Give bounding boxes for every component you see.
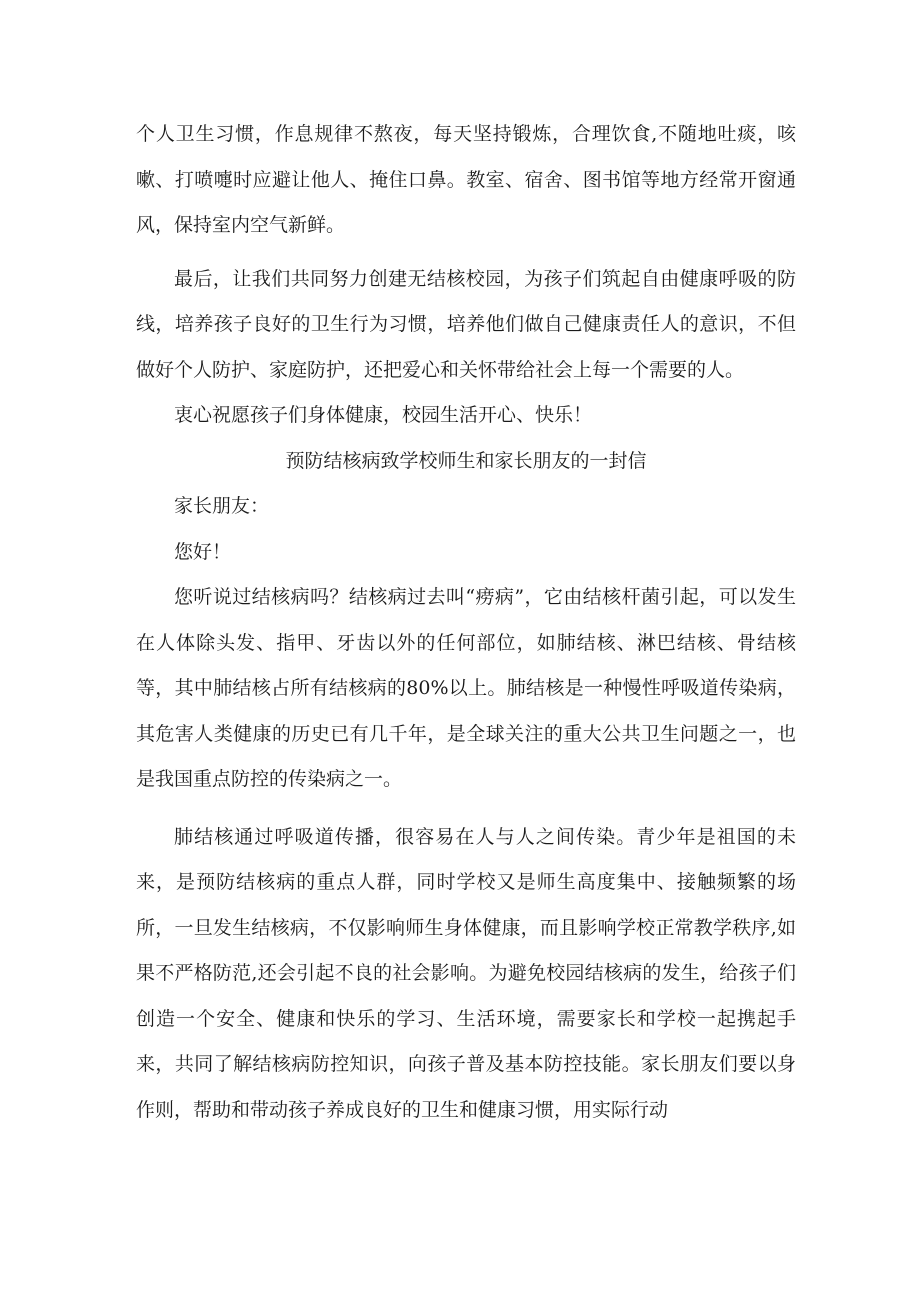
- letter-salutation: 家长朋友：: [174, 495, 270, 517]
- letter-title: 预防结核病致学校师生和家长朋友的一封信: [285, 449, 647, 472]
- paragraph-closing-appeal: 最后，让我们共同努力创建无结核校园，为孩子们筑起自由健康呼吸的防线，培养孩子良好的卫生行为习惯，培养他们做自己健康责任人的意识，不但做好个人防护、家庭防护，还把爱心和关怀带给社会上每一个需要的人。: [136, 267, 796, 381]
- paragraph-wishes: 衷心祝愿孩子们身体健康，校园生活开心、快乐！: [174, 404, 593, 426]
- paragraph-hygiene-habits: 个人卫生习惯，作息规律不熬夜，每天坚持锻炼，合理饮食,不随地吐痰，咳嗽、打喷嚏时应避让他人、掩住口鼻。教室、宿舍、图书馆等地方经常开窗通风，保持室内空气新鲜。: [136, 123, 796, 236]
- document-body: [136, 112, 796, 1133]
- paragraph-tuberculosis-intro: 您听说过结核病吗？结核病过去叫“痨病”，它由结核杆菌引起，可以发生在人体除头发、指甲、牙齿以外的任何部位，如肺结核、淋巴结核、骨结核等，其中肺结核占所有结核病的80%以上。肺结核是一种慢性呼吸道传染病，其危害人类健康的历史已有几千年，是全球关注的重大公共卫生问题之一，也是我国重点防控的传染病之一。: [136, 586, 796, 790]
- letter-greeting: 您好！: [174, 540, 232, 563]
- paragraph-transmission: 肺结核通过呼吸道传播，很容易在人与人之间传染。青少年是祖国的未来，是预防结核病的重点人群，同时学校又是师生高度集中、接触频繁的场所，一旦发生结核病，不仅影响师生身体健康，而且影响学校正常教学秩序,如果不严格防范,还会引起不良的社会影响。为避免校园结核病的发生，给孩子们创造一个安全、健康和快乐的学习、生活环境，需要家长和学校一起携起手来，共同了解结核病防控知识，向孩子普及基本防控技能。家长朋友们要以身作则，帮助和带动孩子养成良好的卫生和健康习惯，用实际行动: [136, 825, 796, 1121]
